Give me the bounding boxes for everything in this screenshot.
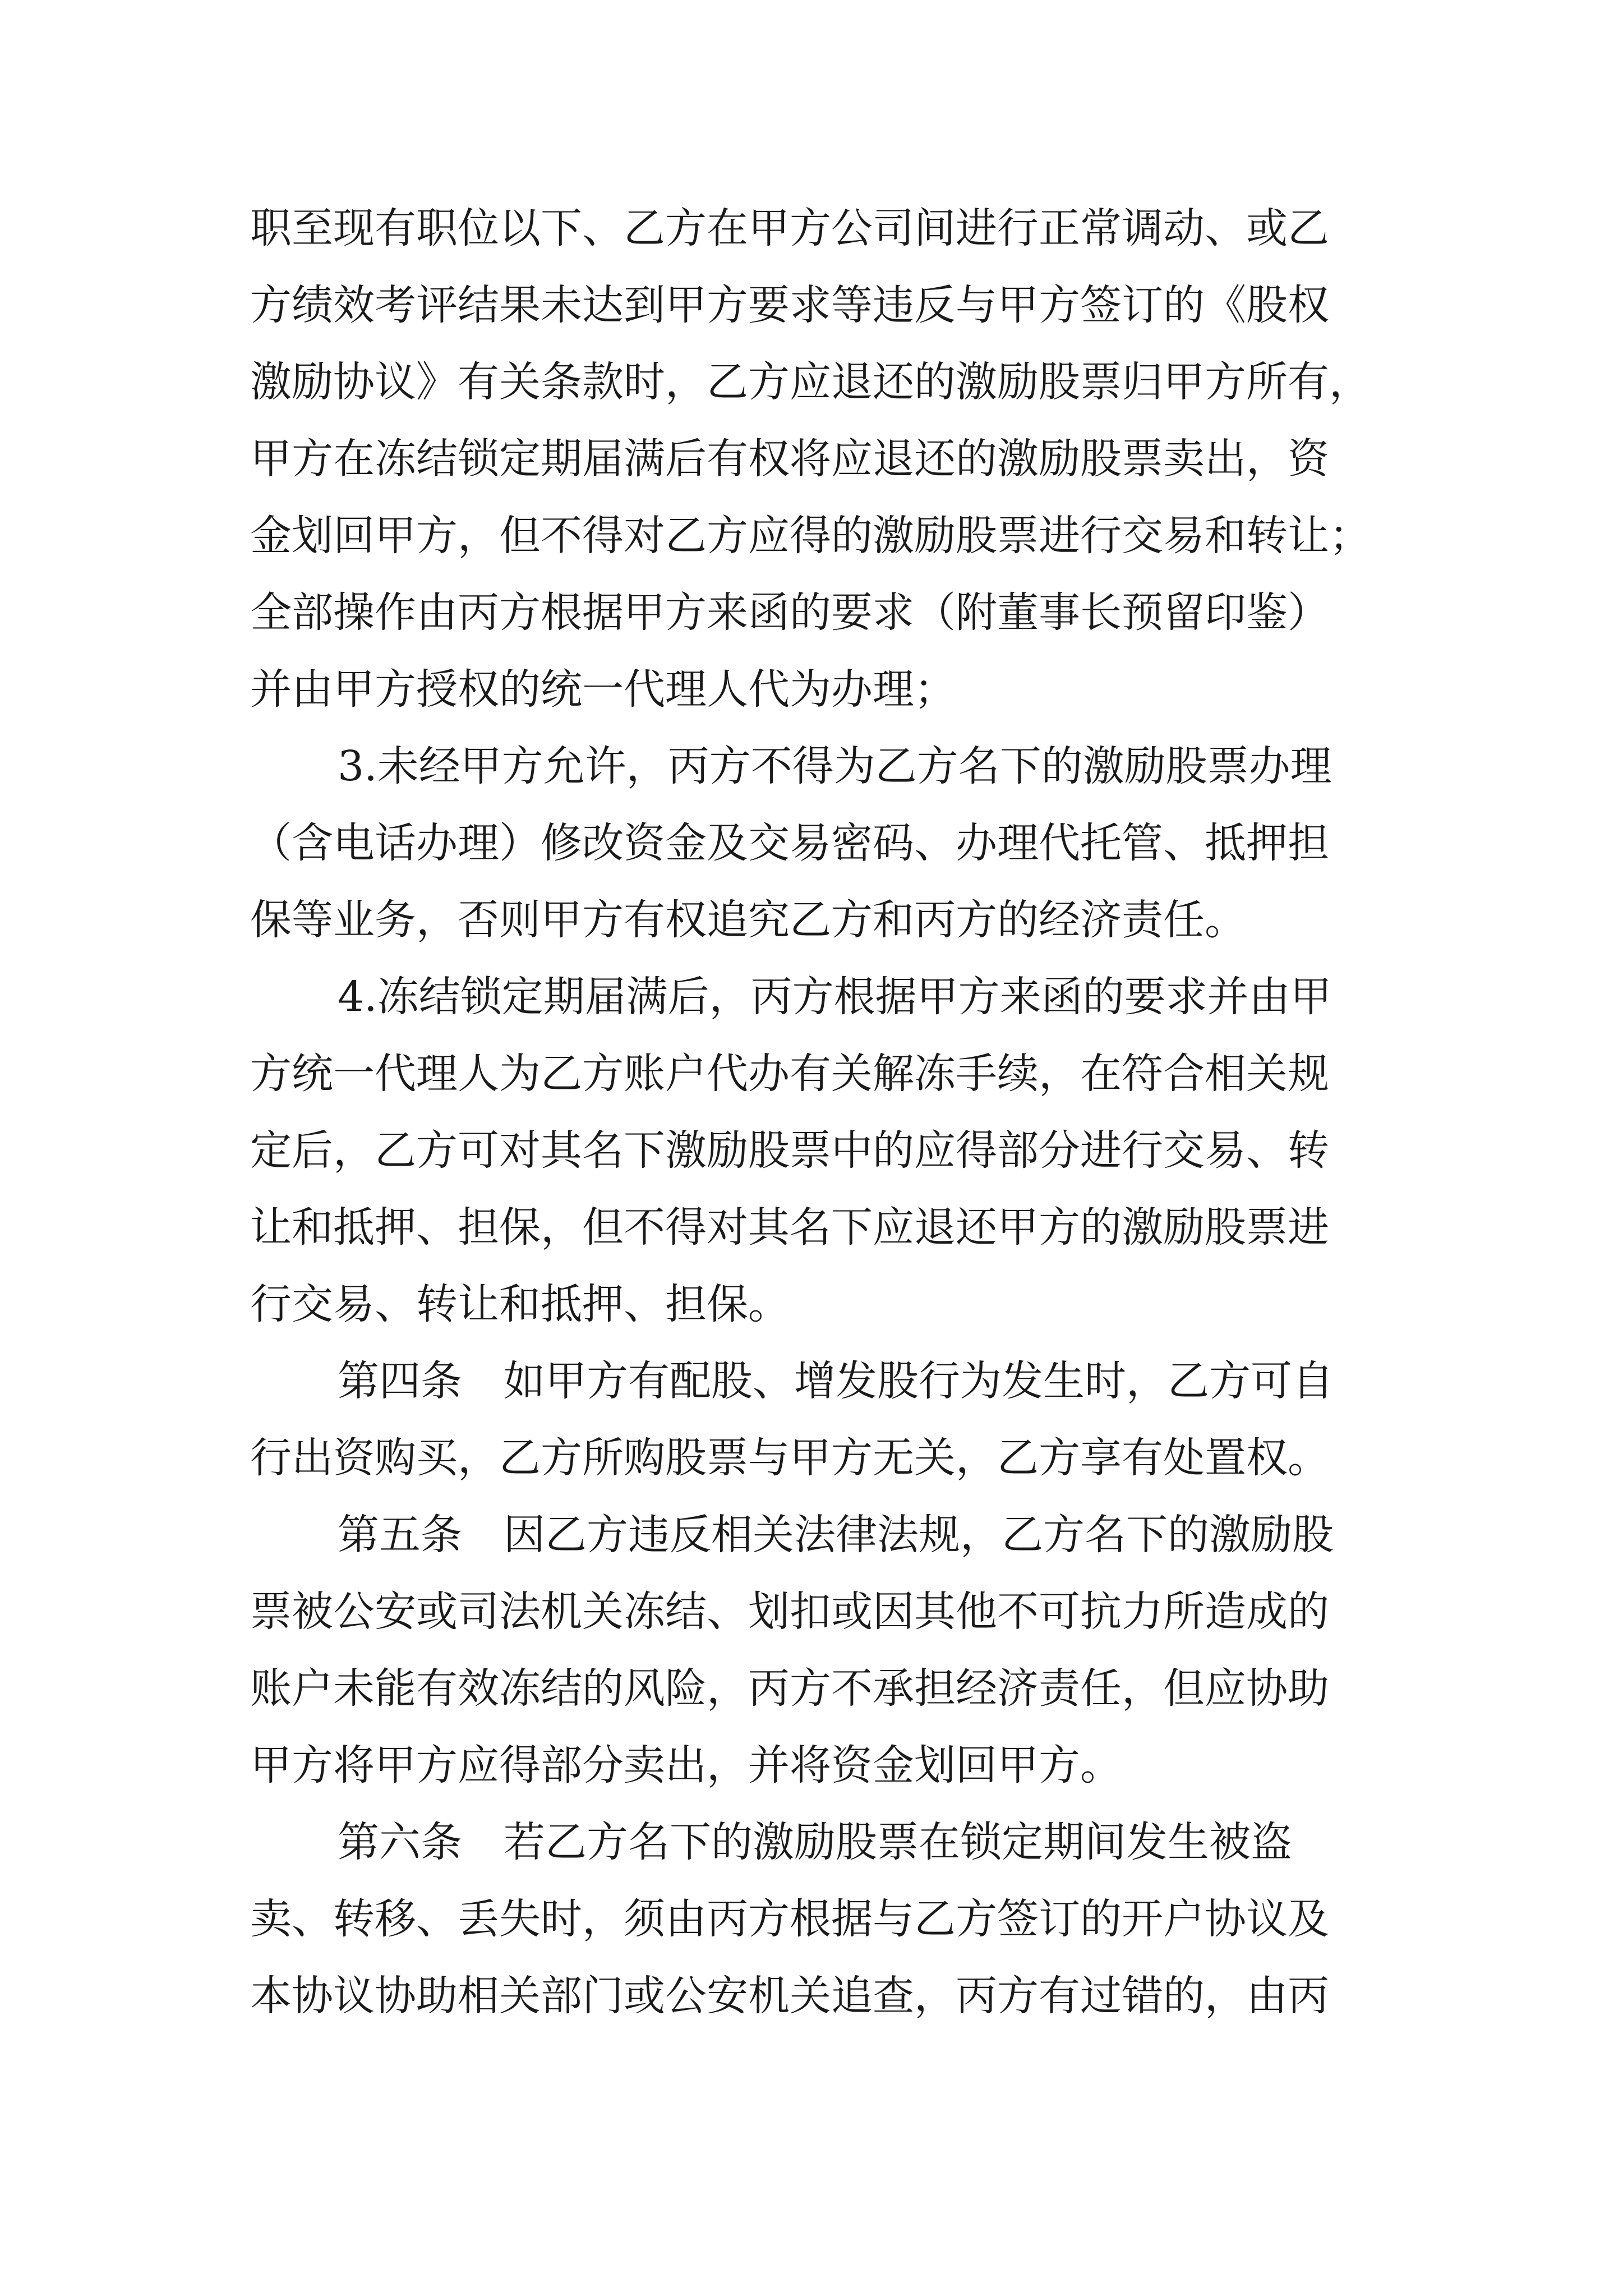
text-line: 第四条 如甲方有配股、增发股行为发生时，乙方可自: [338, 1357, 1334, 1405]
text-line: （含电话办理）修改资金及交易密码、办理代托管、抵押担: [250, 819, 1329, 867]
text-line: 本协议协助相关部门或公安机关追查，丙方有过错的，由丙: [250, 1972, 1329, 2020]
text-line: 激励协议》有关条款时，乙方应退还的激励股票归甲方所有，: [250, 358, 1371, 406]
text-line: 保等业务，否则甲方有权追究乙方和丙方的经济责任。: [250, 896, 1246, 944]
text-line: 职至现有职位以下、乙方在甲方公司间进行正常调动、或乙: [250, 204, 1329, 252]
text-line: 全部操作由丙方根据甲方来函的要求（附董事长预留印鉴）: [250, 588, 1329, 637]
text-line: 并由甲方授权的统一代理人代为办理；: [250, 665, 956, 714]
text-line: 第六条 若乙方名下的激励股票在锁定期间发生被盗: [338, 1818, 1292, 1866]
text-line: 4.冻结锁定期届满后，丙方根据甲方来函的要求并由甲: [338, 973, 1332, 1021]
text-line: 方统一代理人为乙方账户代办有关解冻手续，在符合相关规: [250, 1050, 1329, 1098]
text-line: 3.未经甲方允许，丙方不得为乙方名下的激励股票办理: [338, 742, 1332, 790]
text-line: 定后，乙方可对其名下激励股票中的应得部分进行交易、转: [250, 1126, 1329, 1175]
text-line: 行交易、转让和抵押、担保。: [250, 1280, 790, 1328]
text-line: 方绩效考评结果未达到甲方要求等违反与甲方签订的《股权: [250, 281, 1329, 329]
text-line: 金划回甲方，但不得对乙方应得的激励股票进行交易和转让；: [250, 512, 1371, 560]
text-line: 卖、转移、丢失时，须由丙方根据与乙方签订的开户协议及: [250, 1895, 1329, 1943]
text-line: 第五条 因乙方违反相关法律法规，乙方名下的激励股: [338, 1511, 1334, 1559]
text-line: 甲方将甲方应得部分卖出，并将资金划回甲方。: [250, 1741, 1122, 1789]
text-line: 行出资购买，乙方所购股票与甲方无关，乙方享有处置权。: [250, 1434, 1329, 1482]
text-line: 账户未能有效冻结的风险，丙方不承担经济责任，但应协助: [250, 1664, 1329, 1713]
text-line: 甲方在冻结锁定期届满后有权将应退还的激励股票卖出，资: [250, 435, 1329, 483]
text-line: 让和抵押、担保，但不得对其名下应退还甲方的激励股票进: [250, 1203, 1329, 1251]
text-line: 票被公安或司法机关冻结、划扣或因其他不可抗力所造成的: [250, 1588, 1329, 1636]
